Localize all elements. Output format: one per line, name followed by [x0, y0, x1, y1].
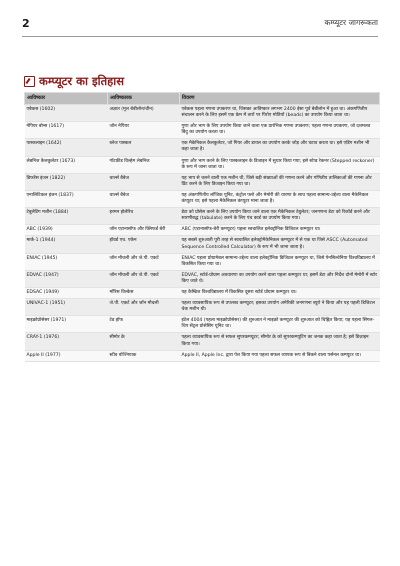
- book-title: कम्प्यूटर जागरूकता: [324, 18, 378, 27]
- cell-description: इंटेल 4004 (पहला माइक्रोप्रोसेसर) की शुरुआत ने माइक्रो कम्प्यूटर की शुरुआत को चिह्नित किया; यह पहला सिंगल-चिप सेंट्रल प्रोसेसिंग यूनिट था।: [180, 316, 380, 333]
- cell-invention: EDSAC (1949): [25, 287, 108, 298]
- column-header-inventor: आविष्कारक: [108, 93, 180, 105]
- cell-description: गुणा और भाग करने के लिए पास्कलाइन के डिजाइन में सुधार किया गया; इसे स्टेप्ड रेकनर (Stepped reckoner) के रूप में जाना जाता था।: [180, 156, 380, 173]
- page-header: [22, 17, 378, 33]
- cell-description: यह अंकगणितीय लॉजिक यूनिट, कंट्रोल फ्लो और मेमोरी की धारणा के साथ पहला सामान्य-उद्देश्य वाला मैकेनिकल कंप्यूटर था; इसे पहला मैकेनिकल कंप्यूटर माना जाता है।: [180, 190, 380, 207]
- table-row: [25, 122, 380, 139]
- cell-invention: एबेकस (1602): [25, 105, 108, 122]
- cell-description: EDVAC, स्टोर्ड-प्रोग्राम अवधारणा का उपयोग करने वाला पहला कम्प्यूटर था; इसमें डेटा और निर्देश दोनों मेमोरी में स्टोर किए जाते थे।: [180, 270, 380, 287]
- section-title: [24, 74, 124, 89]
- table-row: [25, 156, 380, 173]
- cell-inventor: हॉवर्ड एच. एकेन: [108, 236, 180, 253]
- cell-inventor: ब्लेज पास्कल: [108, 139, 180, 156]
- cell-description: ABC (एटानासॉफ-बेरी कम्प्यूटर) पहला स्वचालित इलेक्ट्रॉनिक डिजिटल कम्प्यूटर था।: [180, 225, 380, 236]
- table-row: [25, 287, 380, 298]
- column-header-description: विवरण: [180, 93, 380, 105]
- table-row: [25, 225, 380, 236]
- cell-inventor: चार्ल्स बैबेज: [108, 190, 180, 207]
- cell-description: एक मैकेनिकल कैलकुलेटर, जो गियर और डायल का उपयोग करके जोड़ और घटाव करता था। इसे एडिंग मशीन भी कहा जाता है।: [180, 139, 380, 156]
- cell-inventor: जॉन मौचली और जे.पी. एकर्ट: [108, 270, 180, 287]
- cell-invention: टेबुलेटिंग मशीन (1884): [25, 208, 108, 225]
- cell-description: एबेकस पहला गणना उपकरण था, जिसका आविष्कार लगभग 2400 ईसा पूर्व बेबीलोन में हुआ था। अंकगणितीय संचालन करने के लिए इसमें एक फ्रेम में तारों पर पिरोए मोतियों (beads) का उपयोग किया जाता था।: [180, 105, 380, 122]
- cell-description: गुणा और भाग के लिए उपयोग किया जाने वाला एक प्रारंभिक गणना उपकरण; पहला गणना उपकरण, जो दशमलव बिंदु का उपयोग करता था।: [180, 122, 380, 139]
- table-row: [25, 270, 380, 287]
- table-row: [25, 105, 380, 122]
- cell-description: डेटा को प्रोसेस करने के लिए उपयोग किया जाने वाला एक मैकेनिकल टेबुलेटर; जनगणना डेटा को रिकॉर्ड करने और सारणीबद्ध (tabulate) करने के लिए पंच कार्ड का उपयोग किया गया।: [180, 208, 380, 225]
- cell-invention: CRAY-1 (1976): [25, 333, 108, 350]
- cell-invention: डिफरेंस इंजन (1822): [25, 173, 108, 190]
- cell-description: Apple II, Apple Inc. द्वारा पेश किया गया पहला सफल व्यापक रूप से बिकने वाला पर्सनल कम्प्यूटर था।: [180, 350, 380, 361]
- cell-description: पहला व्यावसायिक रूप से उपलब्ध कम्प्यूटर; इसका उपयोग अमेरिकी जनगणना ब्यूरो ने किया और यह पहली डिजिटल चेक मशीन थी।: [180, 299, 380, 316]
- header-divider: [22, 36, 378, 37]
- page-number: 2: [22, 17, 30, 30]
- section-title-text: कम्प्यूटर का इतिहास: [39, 74, 124, 88]
- cell-invention: लेबनिज कैलकुलेटर (1673): [25, 156, 108, 173]
- table-row: [25, 350, 380, 361]
- cell-inventor: जॉन एटानासॉफ और क्लिफर्ड बेरी: [108, 225, 180, 236]
- table-row: [25, 190, 380, 207]
- cell-invention: Apple II (1977): [25, 350, 108, 361]
- table-row: [25, 173, 380, 190]
- cell-invention: एनालिटिकल इंजन (1837): [25, 190, 108, 207]
- cell-invention: EDVAC (1947): [25, 270, 108, 287]
- table-row: [25, 236, 380, 253]
- column-header-invention: आविष्कार: [25, 93, 108, 105]
- cell-inventor: मॉरिस विल्केस: [108, 287, 180, 298]
- cell-inventor: चार्ल्स बैबेज: [108, 173, 180, 190]
- cell-inventor: स्टीव वोज्नियाक: [108, 350, 180, 361]
- cell-inventor: जॉन मौचली और जे.पी. एकर्ट: [108, 253, 180, 270]
- cell-inventor: टेड हॉफ: [108, 316, 180, 333]
- cell-inventor: हरमन होलेरिथ: [108, 208, 180, 225]
- cell-description: यह सबसे शुरुआती पूरी तरह से स्वचालित इलेक्ट्रोमैकेनिकल कम्प्यूटर में से एक था जिसे ASCC (Automated Sequence Controlled Calculator) के रूप में भी जाना जाता है।: [180, 236, 380, 253]
- table-row: [25, 299, 380, 316]
- cell-invention: माइक्रोप्रोसेसर (1971): [25, 316, 108, 333]
- cell-inventor: जे.पी. एकर्ट और जॉन मौचली: [108, 299, 180, 316]
- cell-invention: मार्क-1 (1944): [25, 236, 108, 253]
- table-row: [25, 333, 380, 350]
- cell-description: यह भाप से चलने वाली एक मशीन थी, जिसे बड़ी संख्याओं की गणना करने और गणितीय तालिकाओं की गणना और प्रिंट करने के लिए डिजाइन किया गया था।: [180, 173, 380, 190]
- table-row: [25, 139, 380, 156]
- cell-inventor: सीमोर क्रे: [108, 333, 180, 350]
- history-table: [24, 92, 380, 362]
- table-row: [25, 208, 380, 225]
- cell-description: यह कैम्ब्रिज विश्वविद्यालय में विकसित दूसरा स्टोर्ड प्रोग्राम कम्प्यूटर था।: [180, 287, 380, 298]
- cell-inventor: गॉटफ्रीड विल्हेम लेबनिज: [108, 156, 180, 173]
- table-row: [25, 316, 380, 333]
- cell-invention: ENIAC (1945): [25, 253, 108, 270]
- table-row: [25, 253, 380, 270]
- pencil-icon: [24, 76, 35, 87]
- cell-inventor: अज्ञात (मूल बेबीलोन/चीन): [108, 105, 180, 122]
- cell-description: ENIAC पहला प्रोग्रामेबल सामान्य-उद्देश्य वाला इलेक्ट्रॉनिक डिजिटल कम्प्यूटर था, जिसे पेनसिल्वेनिया विश्वविद्यालय में विकसित किया गया था।: [180, 253, 380, 270]
- cell-description: पहला व्यावसायिक रूप से सफल सुपरकम्प्यूटर; सीमोर क्रे को सुपरकम्प्यूटिंग का जनक कहा जाता है; इसे डिज़ाइन किया गया।: [180, 333, 380, 350]
- cell-inventor: जॉन नेपियर: [108, 122, 180, 139]
- table-header-row: [25, 93, 380, 105]
- cell-invention: नेपियर बोन्स (1617): [25, 122, 108, 139]
- cell-invention: UNIVAC-1 (1951): [25, 299, 108, 316]
- cell-invention: पास्कलाइन (1642): [25, 139, 108, 156]
- cell-invention: ABC (1939): [25, 225, 108, 236]
